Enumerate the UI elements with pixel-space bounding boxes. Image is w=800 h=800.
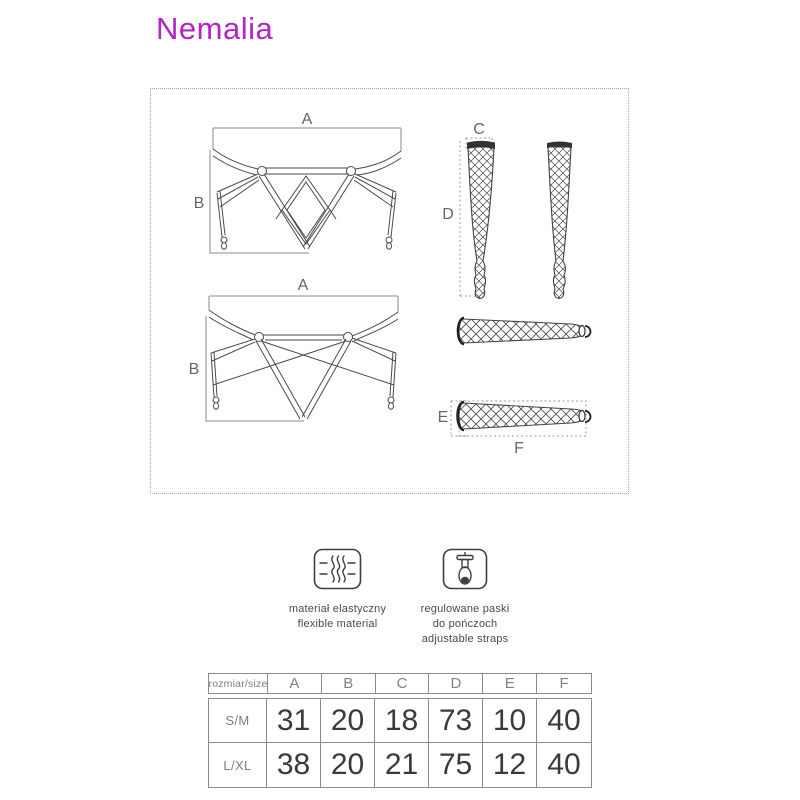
table-row-sm	[209, 699, 591, 743]
size-label: S/M	[209, 699, 267, 742]
value-cell: 73	[429, 699, 483, 742]
size-label: L/XL	[209, 743, 267, 787]
back-garter-diagram	[206, 296, 398, 421]
value-cell: 40	[547, 748, 581, 781]
column-header-a: A	[268, 674, 322, 693]
dim-label-e: E	[437, 409, 449, 426]
dim-label-back-b: B	[188, 361, 200, 378]
column-header-d: D	[429, 674, 483, 693]
dim-label-d: D	[442, 206, 454, 223]
page-title: Nemalia	[156, 11, 274, 46]
value-cell: 75	[429, 743, 483, 787]
value-cell: 20	[321, 699, 375, 742]
value-cell: 12	[483, 743, 537, 787]
caption-line: materiał elastyczny	[288, 603, 387, 615]
size-table-corner-label: rozmiar/size	[209, 674, 268, 693]
table-row-lxl	[209, 743, 591, 787]
sleeve-tubes-diagram	[451, 318, 591, 436]
front-garter-diagram	[210, 128, 401, 253]
value-cell: 21	[375, 743, 429, 787]
value-cell: 40	[547, 703, 581, 737]
adjustable-straps-icon	[442, 548, 488, 595]
feature-caption-straps	[407, 602, 523, 647]
dim-label-front-a: A	[301, 111, 313, 128]
stockings-diagram	[460, 138, 572, 299]
dim-label-f: F	[514, 440, 524, 457]
feature-caption-elastic	[280, 602, 395, 632]
elastic-material-icon	[313, 548, 362, 595]
measurement-diagram-box	[150, 88, 629, 494]
column-header-b: B	[322, 674, 376, 693]
caption-line: adjustable straps	[421, 633, 509, 645]
caption-line: regulowane paski	[420, 603, 510, 615]
measurement-diagram	[151, 89, 628, 493]
dim-label-c: C	[473, 121, 485, 138]
value-cell: 10	[483, 699, 537, 742]
caption-line: flexible material	[297, 618, 378, 630]
dim-label-back-a: A	[297, 277, 309, 294]
size-table-header	[208, 673, 592, 694]
value-cell: 18	[375, 699, 429, 742]
column-header-e: E	[483, 674, 537, 693]
value-cell: 38	[267, 743, 321, 787]
column-header-f: F	[559, 675, 569, 692]
column-header-c: C	[376, 674, 430, 693]
size-table	[208, 673, 592, 788]
dim-label-front-b: B	[193, 195, 205, 212]
caption-line: do pończoch	[432, 618, 498, 630]
value-cell: 20	[321, 743, 375, 787]
size-table-body	[208, 698, 592, 788]
value-cell: 31	[267, 699, 321, 742]
